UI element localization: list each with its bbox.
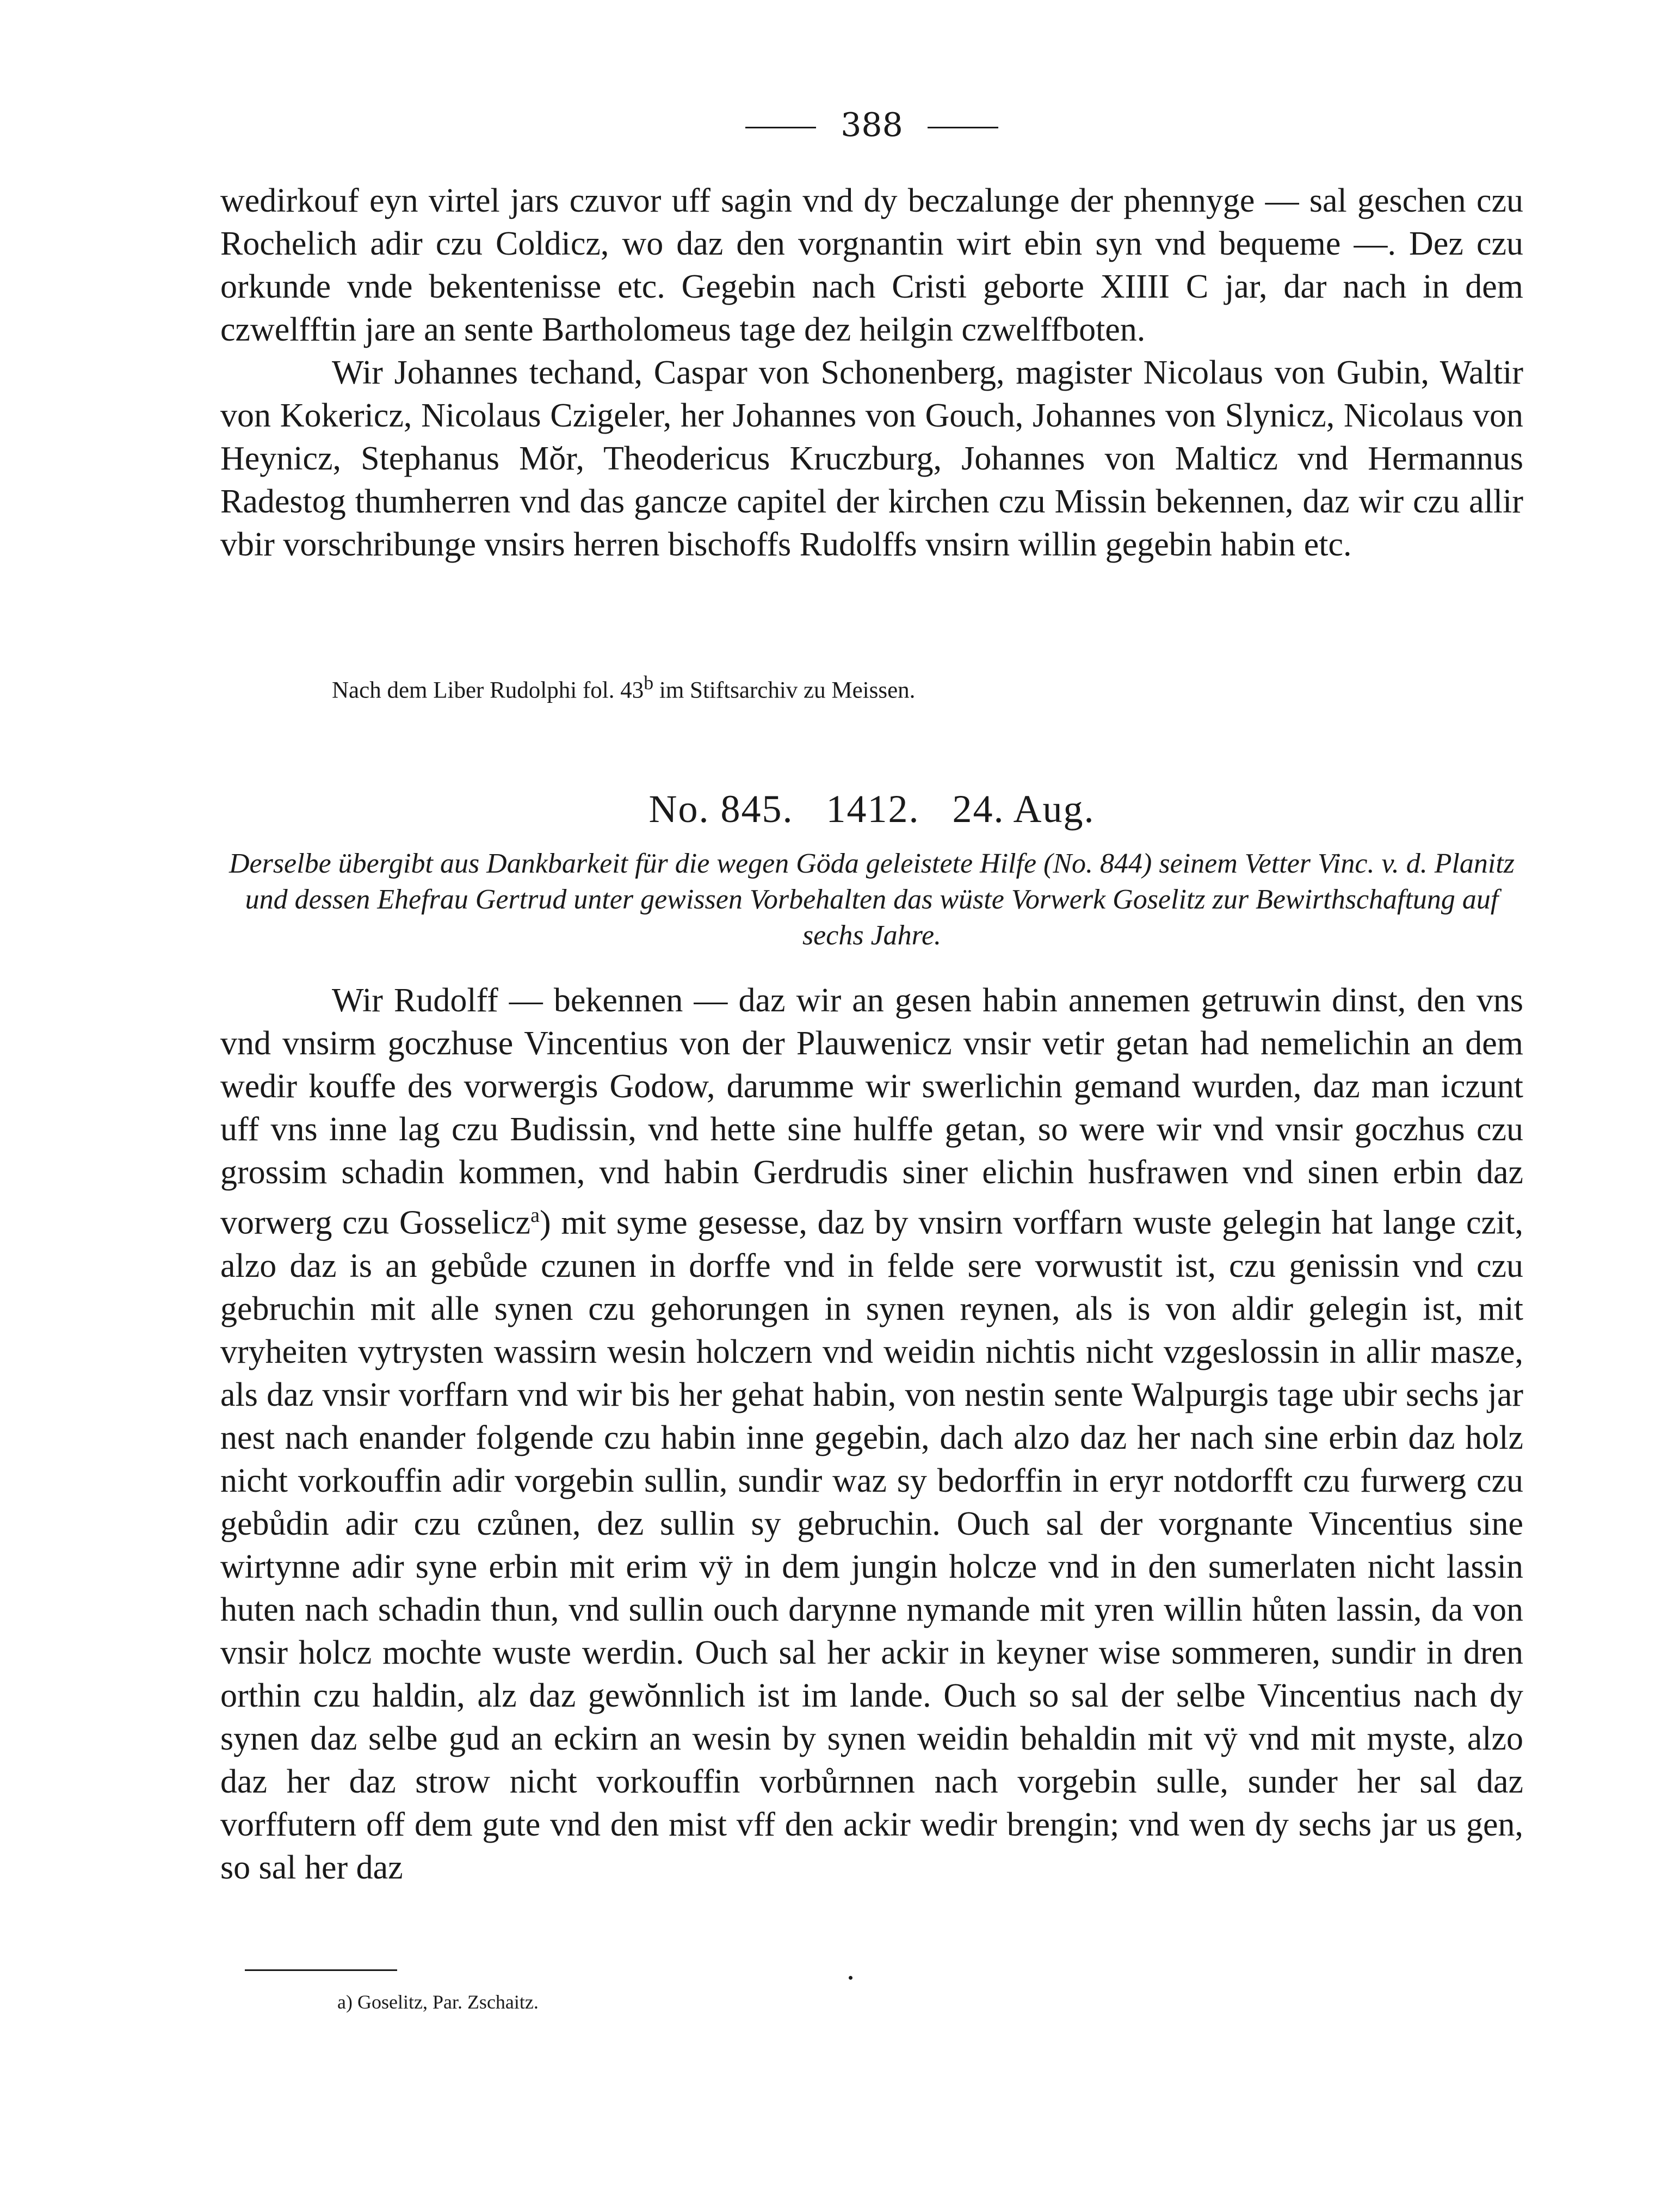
document-regest: Derselbe übergibt aus Dankbarkeit für die wegen Göda geleistete Hilfe (No. 844) seinem Vetter Vinc. v. d. Planitz und dessen Ehefrau Gertrud unter gewissen Vorbehalten das wüste Vorwerk Goselitz zur Bewirthschaftung auf sechs Jahre. (228, 848, 1515, 951)
document-text-part-2: ) mit syme gesesse, daz by vnsirn vorffarn wuste gelegin hat lange czit, alzo daz is an gebůde czunen in dorffe vnd in felde sere vorwustit ist, czu genissin vnd czu gebruchin mit alle synen czu gehorungen in synen reynen, als is von aldir gelegin ist, mit vryheiten vytrysten wassirn wesin holczern vnd weidin nichtis nicht vzgeslossin in allir masze, als daz vnsir vorffarn vnd wir bis her gehat habin, von nestin sente Walpurgis tage ubir sechs jar nest nach enander folgende czu habin inne gegebin, dach alzo daz her nach sine erbin daz holz nicht vorkouffin adir vorgebin sullin, sundir waz sy bedorffin in eryr notdorfft czu furwerg czu gebůdin adir czu czůnen, dez sullin sy gebruchin. Ouch sal der vorgnante Vincentius sine wirtynne adir syne erbin mit erim vÿ in dem jungin holcze vnd in den sumerlaten nicht lassin huten nach schadin thun, vnd sullin ouch darynne nymande mit yren willin hůten lassin, da von vnsir holcz mochte wuste werdin. Ouch sal her ackir in keyner wise sommeren, sundir in dren orthin czu haldin, alz daz gewŏnnlich ist im lande. Ouch so sal der selbe Vincentius nach dy synen daz selbe gud an eckirn an wesin by synen weidin behaldin mit vÿ vnd mit myste, alzo daz her daz strow nicht vorkouffin vorbůrnnen nach vorgebin sulle, sunder her sal daz vorffutern off dem gute vnd den mist vff den ackir wedir brengin; vnd wen dy sechs jar us gen, so sal her daz (220, 1204, 1523, 1886)
footnote: a) Goselitz, Par. Zschaitz. (337, 1991, 539, 2013)
page-number: 388 (841, 106, 903, 144)
continuation-paragraph-1: wedirkouf eyn virtel jars czuvor uff sagin vnd dy beczalunge der phennyge — sal geschen czu Rochelich adir czu Coldicz, wo daz den vorgnantin wirt ebin syn vnd bequeme —. Dez czu orkunde vnde bekentenisse etc. Gegebin nach Cristi geborte XIIII C jar, dar nach in dem czwelfftin jare an sente Bartholomeus tage dez heilgin czwelffboten. (220, 182, 1523, 348)
source-note (332, 666, 915, 707)
continuation-paragraph-2: Wir Johannes techand, Caspar von Schonenberg, magister Nicolaus von Gubin, Waltir von Kokericz, Nicolaus Czigeler, her Johannes von Gouch, Johannes von Slynicz, Nicolaus von Heynicz, Stephanus Mŏr, Theodericus Kruczburg, Johannes von Malticz vnd Hermannus Radestog thumherren vnd das gancze capitel der kirchen czu Missin bekennen, daz wir czu allir vbir vorschribunge vnsirs herren bischoffs Rudolffs vnsirn willin gegebin habin etc. (220, 354, 1523, 563)
continuation-text (220, 180, 1523, 566)
print-speck (849, 1976, 852, 1980)
document-heading: No. 845. 1412. 24. Aug. (648, 787, 1095, 831)
source-note-text: Nach dem Liber Rudolphi fol. 43 (332, 677, 644, 703)
source-note-location: im Stiftsarchiv zu Meissen. (653, 677, 916, 703)
document-text (220, 979, 1523, 1889)
footnote-rule (245, 1969, 397, 1971)
document-text-part-1: Wir Rudolff — bekennen — daz wir an gesen habin annemen getruwin dinst, den vns vnd vnsirm goczhuse Vincentius von der Plauwenicz vnsir vetir getan had nemelichin an dem wedir kouffe des vorwergis Godow, darumme wir swerlichin gemand wurden, daz man iczunt uff vns inne lag czu Budissin, vnd hette sine hulffe getan, so were wir vnd vnsir goczhus czu grossim schadin kommen, vnd habin Gerdrudis siner elichin husfrawen vnd sinen erbin daz vorwerg czu Gosselicz (220, 982, 1523, 1241)
page-header (220, 101, 1523, 150)
header-rule-left (745, 127, 816, 128)
document-paragraph (220, 979, 1523, 1889)
footnote-reference: a (530, 1204, 540, 1227)
source-note-superscript: b (644, 672, 654, 694)
header-rule-right (928, 127, 998, 128)
